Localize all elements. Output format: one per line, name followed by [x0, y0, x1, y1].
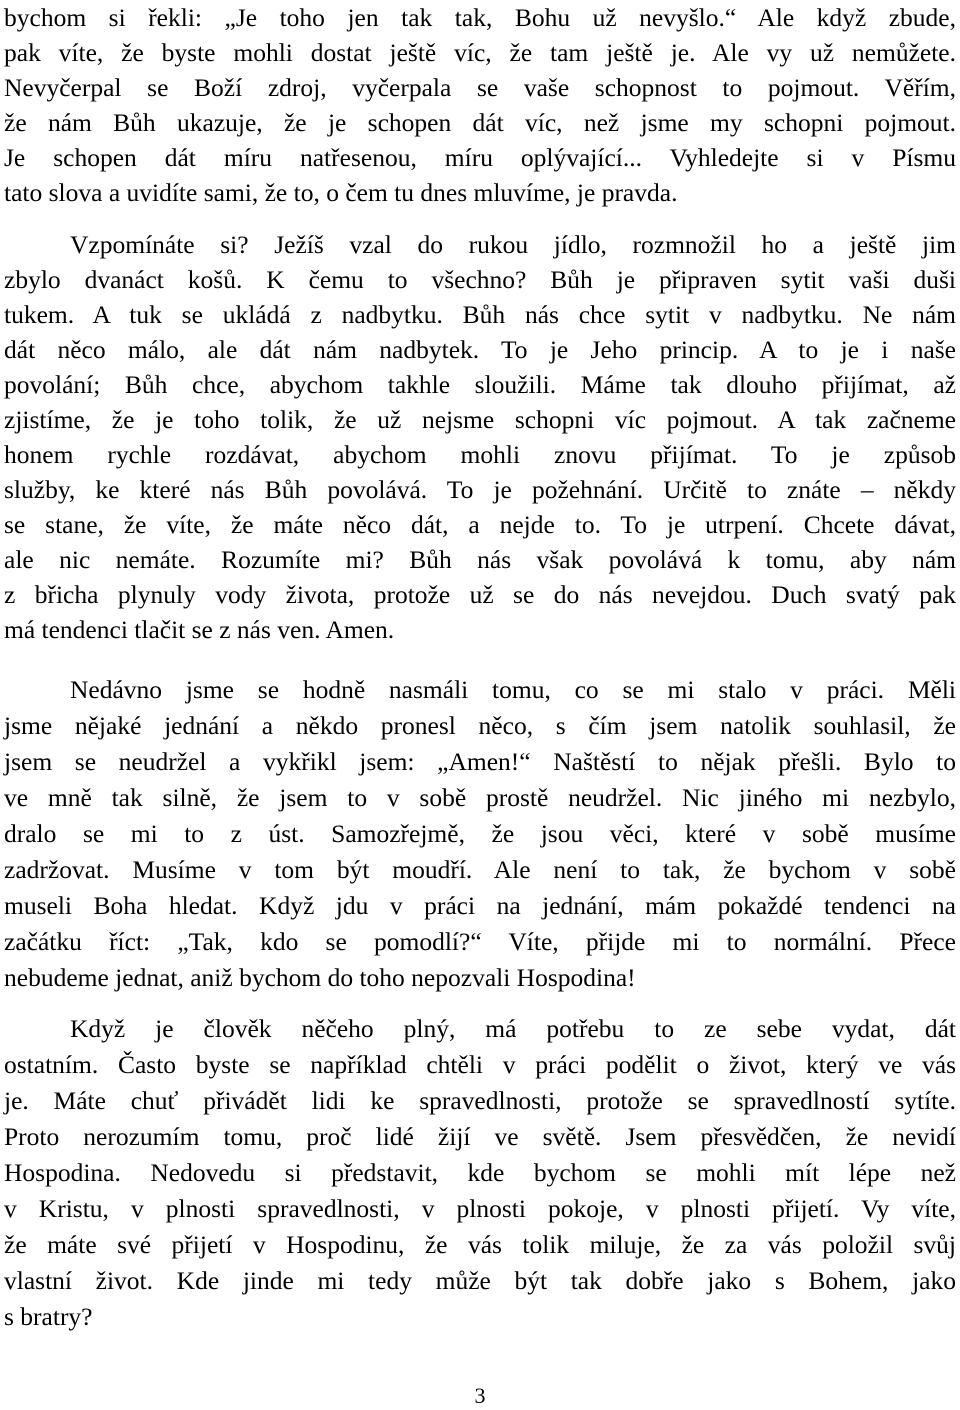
text-line: Vzpomínáte si? Ježíš vzal do rukou jídlo, rozmnožil ho a ještě jim — [70, 230, 956, 259]
text-line: dralo se mi to z úst. Samozřejmě, že jsou věci, které v sobě musíme — [4, 819, 956, 848]
text-line: tato slova a uvidíte sami, že to, o čem tu dnes mluvíme, je pravda. — [4, 178, 678, 207]
text-line: ve mně tak silně, že jsem to v sobě prostě neudržel. Nic jiného mi nezbylo, — [4, 783, 956, 812]
text-line: Když je člověk něčeho plný, má potřebu to ze sebe vydat, dát — [70, 1014, 956, 1043]
text-line: pak víte, že byste mohli dostat ještě víc, že tam ještě je. Ale vy už nemůžete. — [4, 38, 956, 67]
text-line: dát něco málo, ale dát nám nadbytek. To je Jeho princip. A to je i naše — [4, 335, 956, 364]
text-line: v Kristu, v plnosti spravedlnosti, v plnosti pokoje, v plnosti přijetí. Vy víte, — [4, 1194, 956, 1223]
text-line: jsme nějaké jednání a někdo pronesl něco, s čím jsem natolik souhlasil, že — [4, 711, 956, 740]
text-line: honem rychle rozdávat, abychom mohli znovu přijímat. To je způsob — [4, 440, 956, 469]
text-line: tukem. A tuk se ukládá z nadbytku. Bůh nás chce sytit v nadbytku. Ne nám — [4, 300, 956, 329]
text-line: začátku říct: „Tak, kdo se pomodlí?“ Víte, přijde mi to normální. Přece — [4, 927, 956, 956]
text-line: že máte své přijetí v Hospodinu, že vás tolik miluje, že za vás položil svůj — [4, 1230, 956, 1259]
text-line: že nám Bůh ukazuje, že je schopen dát víc, než jsme my schopni pojmout. — [4, 108, 956, 137]
text-line: vlastní život. Kde jinde mi tedy může být tak dobře jako s Bohem, jako — [4, 1266, 956, 1295]
text-line: museli Boha hledat. Když jdu v práci na jednání, mám pokaždé tendenci na — [4, 891, 956, 920]
text-line: povolání; Bůh chce, abychom takhle sloužili. Máme tak dlouho přijímat, až — [4, 370, 956, 399]
text-line: bychom si řekli: „Je toho jen tak tak, Bohu už nevyšlo.“ Ale když zbude, — [4, 3, 956, 32]
text-line: nebudeme jednat, aniž bychom do toho nepozvali Hospodina! — [4, 963, 636, 992]
text-line: Nevyčerpal se Boží zdroj, vyčerpala se vaše schopnost to pojmout. Věřím, — [4, 73, 956, 102]
text-line: služby, ke které nás Bůh povolává. To je požehnání. Určitě to znáte – někdy — [4, 475, 956, 504]
text-line: ale nic nemáte. Rozumíte mi? Bůh nás však povolává k tomu, aby nám — [4, 545, 956, 574]
text-line: s bratry? — [4, 1302, 93, 1331]
text-line: Proto nerozumím tomu, proč lidé žijí ve světě. Jsem přesvědčen, že nevidí — [4, 1122, 956, 1151]
text-line: Je schopen dát míru natřesenou, míru oplývající... Vyhledejte si v Písmu — [4, 143, 956, 172]
text-line: Hospodina. Nedovedu si představit, kde bychom se mohli mít lépe než — [4, 1158, 956, 1187]
text-line: zadržovat. Musíme v tom být moudří. Ale není to tak, že bychom v sobě — [4, 855, 956, 884]
text-line: jsem se neudržel a vykřikl jsem: „Amen!“ Naštěstí to nějak přešli. Bylo to — [4, 747, 956, 776]
text-line: zbylo dvanáct košů. K čemu to všechno? Bůh je připraven sytit vaši duši — [4, 265, 956, 294]
text-line: z břicha plynuly vody života, protože už se do nás nevejdou. Duch svatý pak — [4, 580, 956, 609]
text-line: se stane, že víte, že máte něco dát, a nejde to. To je utrpení. Chcete dávat, — [4, 510, 956, 539]
page-number: 3 — [474, 1383, 486, 1408]
text-line: zjistíme, že je toho tolik, že už nejsme schopni víc pojmout. A tak začneme — [4, 405, 956, 434]
text-line: má tendenci tlačit se z nás ven. Amen. — [4, 615, 395, 644]
text-line: ostatním. Často byste se například chtěli v práci podělit o život, který ve vás — [4, 1050, 956, 1079]
text-line: Nedávno jsme se hodně nasmáli tomu, co se mi stalo v práci. Měli — [70, 675, 956, 704]
text-line: je. Máte chuť přivádět lidi ke spravedlnosti, protože se spravedlností sytíte. — [4, 1086, 956, 1115]
